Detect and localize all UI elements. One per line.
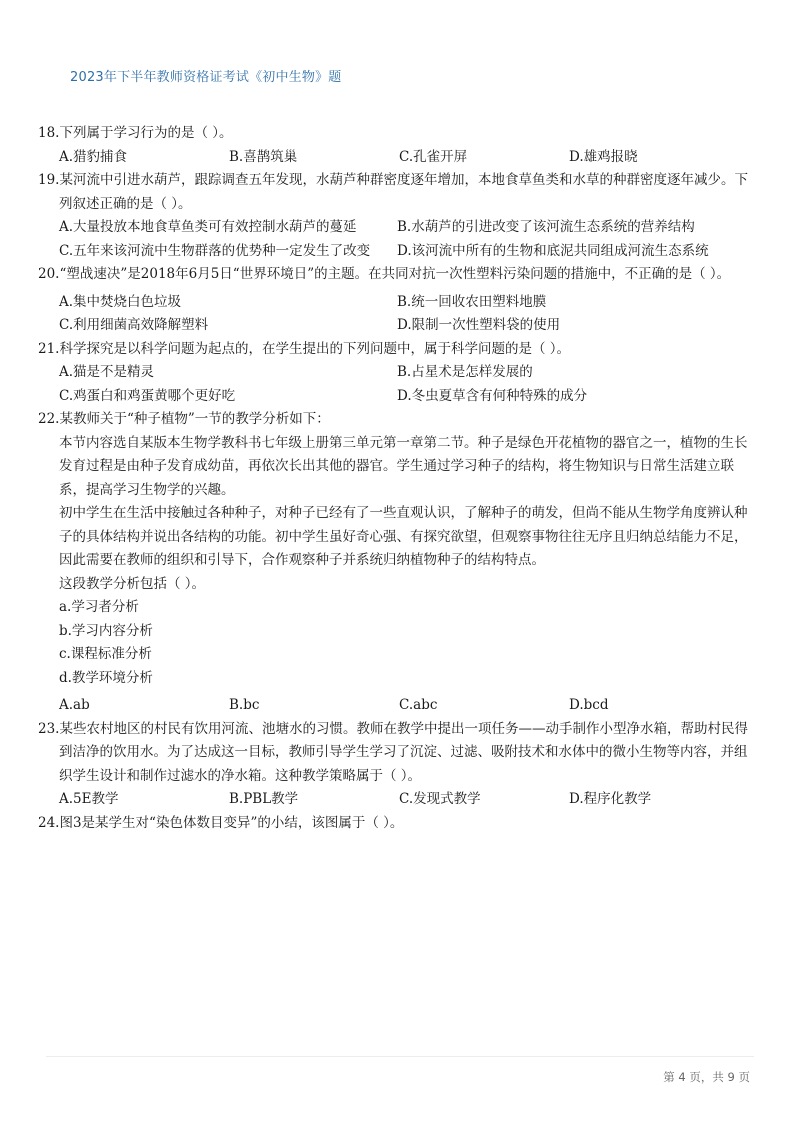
option-a: A.5E教学 [59, 791, 119, 807]
option-row [38, 146, 754, 170]
option-d: D.冬虫夏草含有何种特殊的成分 [397, 387, 588, 404]
option-b: B.水葫芦的引进改变了该河流生态系统的营养结构 [397, 219, 695, 235]
question-stem: 20.“塑战速决”是2018年6月5日“世界环境日”的主题。在共同对抗一次性塑料污染问题的措施中，不正确的是（ ）。 [38, 266, 731, 282]
questions-area [38, 122, 754, 835]
option-d: D.限制一次性塑料袋的使用 [397, 317, 561, 333]
option-c: C.abc [399, 697, 438, 713]
footer-divider [46, 1056, 754, 1057]
option-b: B.bc [229, 697, 260, 713]
choice-item: d.教学环境分析 [59, 669, 153, 686]
option-grid [38, 291, 754, 338]
option-a: A.猫是不是精灵 [59, 364, 155, 380]
option-grid [38, 361, 754, 408]
page-number: 第 4 页，共 9 页 [663, 1070, 750, 1084]
option-c: C.鸡蛋白和鸡蛋黄哪个更好吃 [59, 387, 236, 404]
option-b: B.喜鹊筑巢 [229, 148, 298, 165]
option-c: C.孔雀开屏 [399, 148, 468, 165]
question-stem: 21.科学探究是以科学问题为起点的，在学生提出的下列问题中，属于科学问题的是（ ）。 [38, 340, 571, 357]
option-a: A.集中焚烧白色垃圾 [59, 293, 182, 310]
option-d: D.程序化教学 [569, 791, 652, 807]
question-21 [38, 338, 754, 409]
option-row [38, 788, 754, 812]
question-stem: 19.某河流中引进水葫芦，跟踪调查五年发现，水葫芦种群密度逐年增加，本地食草鱼类和水草的种群密度逐年减少。下列叙述正确的是（ ）。 [38, 172, 748, 212]
option-a: A.大量投放本地食草鱼类可有效控制水葫芦的蔓延 [59, 219, 357, 235]
question-18 [38, 122, 754, 169]
option-b: B.PBL教学 [229, 791, 299, 807]
question-stem: 22.某教师关于“种子植物”一节的教学分析如下： [38, 411, 330, 427]
option-grid [38, 216, 754, 263]
question-23 [38, 718, 754, 812]
question-ask: 这段教学分析包括（ ）。 [59, 575, 206, 592]
option-c: C.发现式教学 [399, 791, 481, 807]
question-stem: 18.下列属于学习行为的是（ ）。 [38, 125, 233, 141]
question-stem: 24.图3是某学生对“染色体数目变异”的小结，该图属于（ ）。 [38, 814, 404, 831]
option-c: C.五年来该河流中生物群落的优势种一定发生了改变 [59, 242, 371, 259]
question-22 [38, 408, 754, 718]
option-row [38, 694, 754, 718]
option-d: D.雄鸡报晓 [569, 148, 638, 165]
option-c: C.利用细菌高效降解塑料 [59, 317, 209, 333]
analysis-paragraph: 初中学生在生活中接触过各种种子，对种子已经有了一些直观认识，了解种子的萌发，但尚不能从生物学角度辨认种子的具体结构并说出各结构的功能。初中学生虽好奇心强、有探究欲望，但观察事物往往无序且归纳总结能力不足，因此需要在教师的组织和引导下，合作观察种子并系统归纳植物种子的结构特点。 [59, 505, 748, 568]
analysis-paragraph: 本节内容选自某版本生物学教科书七年级上册第三单元第一章第二节。种子是绿色开花植物的器官之一，植物的生长发育过程是由种子发育成幼苗，再依次长出其他的器官。学生通过学习种子的结构，将生物知识与日常生活建立联系，提高学习生物学的兴趣。 [59, 434, 748, 498]
option-b: B.占星术是怎样发展的 [397, 364, 533, 380]
exam-header: 2023年下半年教师资格证考试《初中生物》题 [70, 70, 342, 85]
option-d: D.bcd [569, 697, 609, 713]
choice-item: c.课程标准分析 [59, 646, 152, 662]
choice-item: a.学习者分析 [59, 599, 139, 615]
question-20 [38, 263, 754, 338]
question-19 [38, 169, 754, 263]
question-stem: 23.某些农村地区的村民有饮用河流、池塘水的习惯。教师在教学中提出一项任务——动手制作小型净水箱，帮助村民得到洁净的饮用水。为了达成这一目标，教师引导学生学习了沉淀、过滤、吸附技术和水体中的微小生物等内容，并组织学生设计和制作过滤水的净水箱。这种教学策略属于（ ）。 [38, 720, 748, 784]
option-b: B.统一回收农田塑料地膜 [397, 293, 547, 310]
question-24 [38, 812, 754, 836]
choice-item: b.学习内容分析 [59, 622, 153, 639]
option-a: A.猎豹捕食 [59, 148, 128, 165]
option-a: A.ab [59, 697, 90, 713]
option-d: D.该河流中所有的生物和底泥共同组成河流生态系统 [397, 242, 709, 259]
